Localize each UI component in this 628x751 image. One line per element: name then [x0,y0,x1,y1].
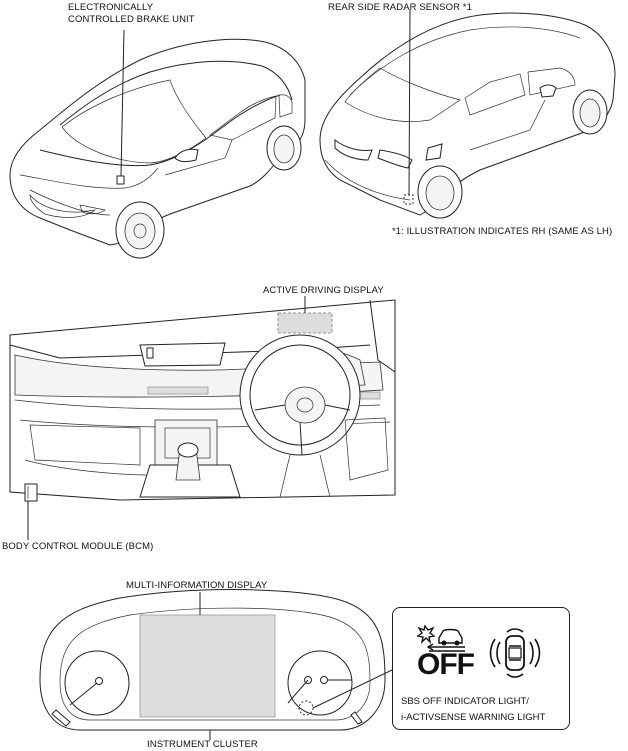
ebcu-label-line2: CONTROLLED BRAKE UNIT [68,14,195,25]
front-vehicle-illustration [10,30,305,258]
instrument-cluster-illustration [40,590,392,740]
ebcu-label-line1: ELECTRONICALLY [68,2,154,13]
indicator-callout-box [392,607,570,730]
rear-vehicle-illustration [320,10,615,218]
active-driving-display-label: ACTIVE DRIVING DISPLAY [263,285,384,296]
indicator-caption-line2: i-ACTIVSENSE WARNING LIGHT [401,712,546,723]
mid-label: MULTI-INFORMATION DISPLAY [126,580,268,591]
footnote-label: *1: ILLUSTRATION INDICATES RH (SAME AS LH) [392,226,613,237]
bcm-label: BODY CONTROL MODULE (BCM) [2,541,154,552]
rear-radar-label: REAR SIDE RADAR SENSOR *1 [328,2,472,13]
dashboard-illustration [10,296,395,540]
i-activsense-warning-icon [485,626,545,682]
instrument-cluster-label: INSTRUMENT CLUSTER [147,739,258,750]
indicator-caption-line1: SBS OFF INDICATOR LIGHT/ [401,696,529,707]
off-text: OFF [417,648,474,681]
